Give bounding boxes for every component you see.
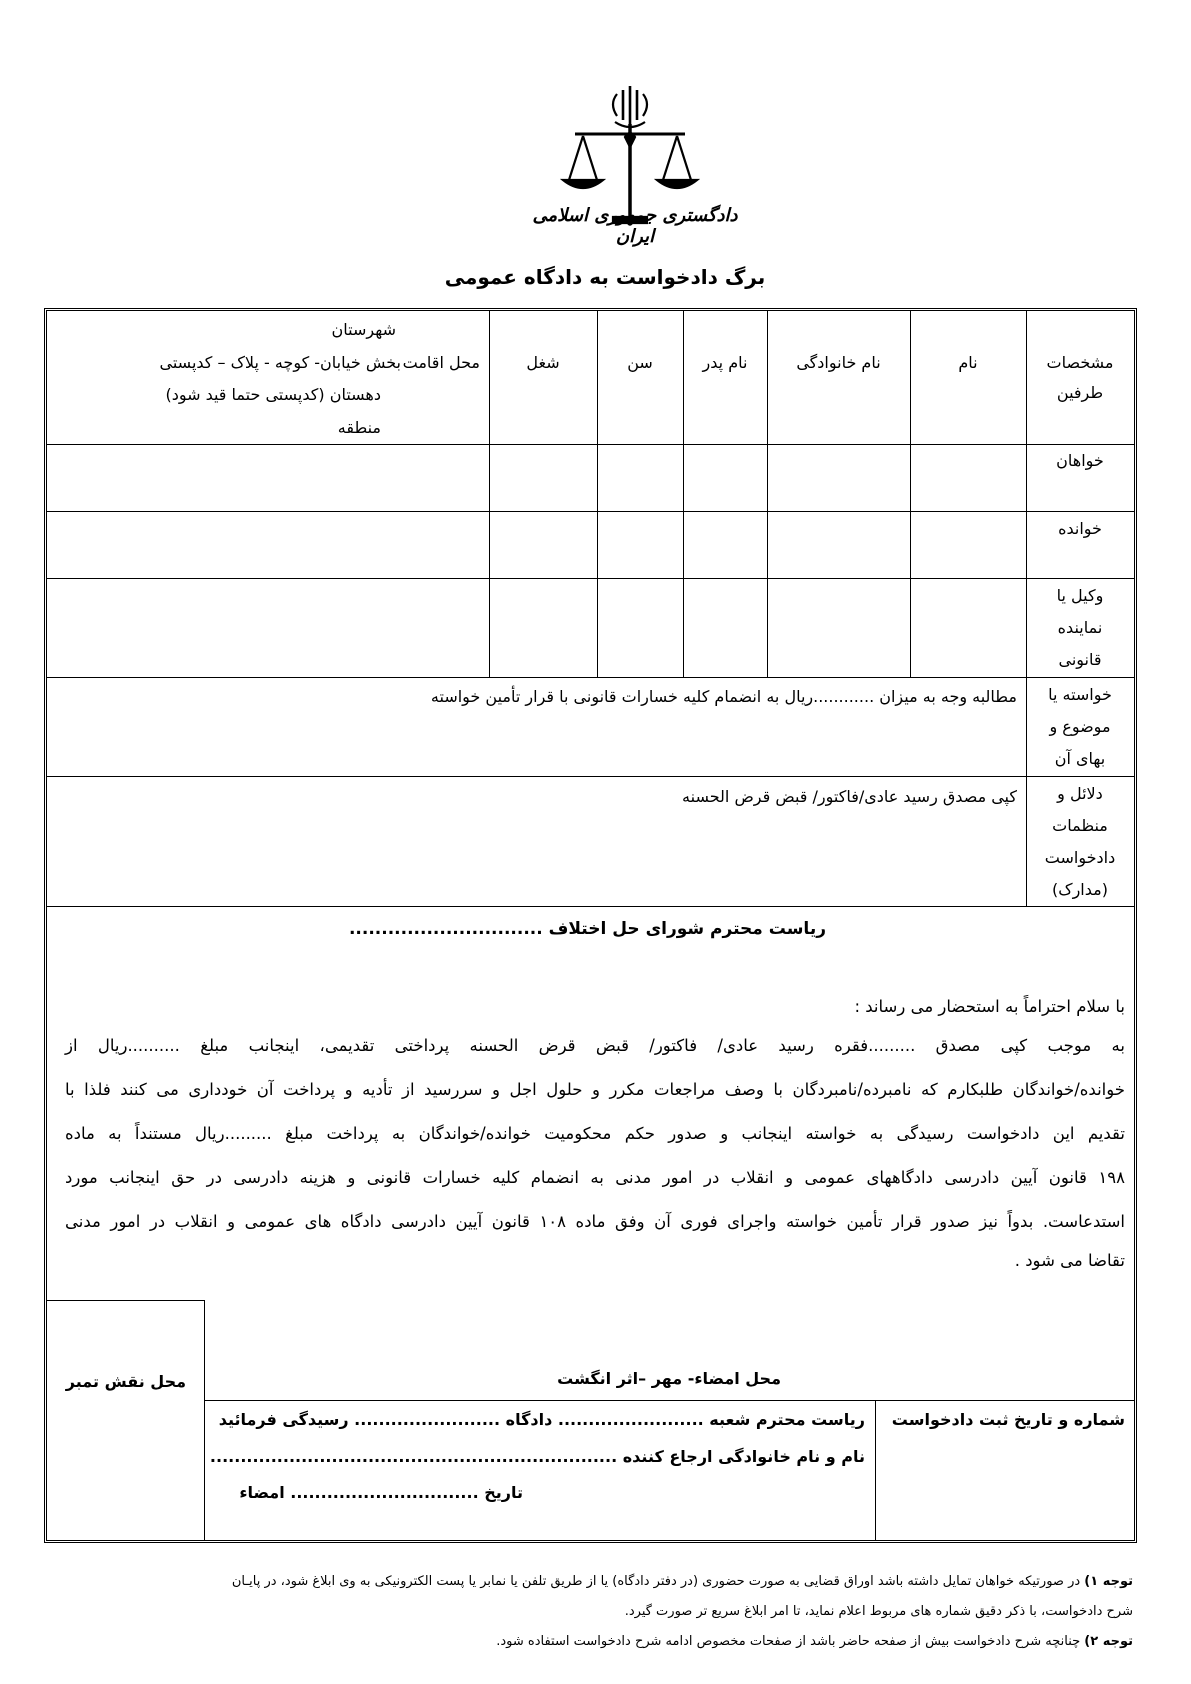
col-age: سن: [627, 353, 653, 372]
row-attorney-line: قانونی: [1058, 650, 1102, 669]
row-evidence-line: دادخواست: [1044, 848, 1116, 867]
letter-closing: تقاضا می شود .: [1014, 1251, 1125, 1270]
header-parties-line: مشخصات: [1046, 353, 1114, 372]
row-plaintiff: خواهان: [1056, 451, 1104, 470]
row-evidence-line: منظمات: [1052, 816, 1108, 835]
letter-addressee: ریاست محترم شورای حل اختلاف ..............................: [348, 919, 826, 939]
stamp-place: محل نقش تمبر: [65, 1372, 186, 1391]
row-claim: [1026, 679, 1134, 775]
note-2: [43, 1628, 1133, 1656]
table-rule: [47, 677, 1134, 678]
row-claim-line: بهای آن: [1054, 749, 1106, 768]
registration-label: شماره و تاریخ ثبت دادخواست: [891, 1410, 1125, 1429]
note-2-label: توجه ۲): [1084, 1634, 1133, 1649]
note-1-cont: شرح دادخواست، با ذکر دقیق شماره های مربوط اعلام نماید، تا امر ابلاغ سریع تر صورت گیرد.: [624, 1604, 1133, 1619]
row-defendant: خوانده: [1058, 519, 1102, 538]
letter-line: تقدیم این دادخواست رسیدگی به خواسته اینجانب و صدور حکم محکومیت خوانده/خواندگان به پرداخت مبلغ .........ریال مستنداً به ماده: [65, 1124, 1125, 1143]
table-rule: [47, 511, 1134, 512]
letter-greeting: با سلام احتراماً به استحضار می رساند :: [854, 997, 1125, 1016]
address-line-street: بخش خیابان- کوچه - پلاک – کدپستی: [159, 353, 401, 372]
referral-line: نام و نام خانوادگی ارجاع کننده ...................................................................: [209, 1447, 865, 1466]
header-parties: [1026, 348, 1134, 408]
signature-place: محل امضاء- مهر –اثر انگشت: [557, 1369, 781, 1388]
col-father: نام پدر: [702, 353, 748, 372]
table-rule: [47, 906, 1134, 907]
col-job: شغل: [526, 353, 560, 372]
letter-line: به موجب کپی مصدق .........فقره رسید عادی/ فاکتور/ قبض قرض الحسنه پرداختی تقدیمی، اینجانب مبلغ ..........ریال از: [65, 1036, 1125, 1055]
table-rule: [47, 578, 1134, 579]
footer-rule: [204, 1400, 1134, 1401]
col-name: نام: [958, 353, 978, 372]
note-2-text: چنانچه شرح دادخواست بیش از صفحه حاضر باشد از صفحات مخصوص ادامه شرح دادخواست استفاده شود.: [496, 1634, 1081, 1649]
form-title: برگ دادخواست به دادگاه عمومی: [444, 265, 766, 289]
row-evidence-line: دلائل و: [1057, 784, 1103, 803]
address-line-region: منطقه: [337, 418, 381, 437]
row-claim-line: خواسته یا: [1048, 685, 1112, 704]
footer-rule: [47, 1300, 204, 1301]
footer-rule: [204, 1300, 205, 1540]
note-1: [43, 1568, 1133, 1596]
address-line-village: دهستان (کدپستی حتما قید شود): [165, 385, 381, 404]
row-claim-line: موضوع و: [1049, 717, 1111, 736]
row-attorney: [1026, 580, 1134, 676]
referral-line: تاریخ ............................... امضاء: [239, 1483, 523, 1502]
col-residence: محل اقامت: [402, 353, 480, 372]
letter-line: استدعاست. بدواً نیز صدور قرار تأمین خواسته واجرای فوری آن وفق ماده ۱۰۸ قانون آیین دادرسی دادگاه های عمومی و انقلاب در امور مدنی: [65, 1212, 1126, 1231]
footer-rule: [875, 1400, 876, 1540]
row-evidence: [1026, 778, 1134, 906]
table-rule: [47, 444, 1134, 445]
row-attorney-line: نماینده: [1057, 618, 1103, 637]
row-evidence-line: (مدارک): [1052, 880, 1108, 899]
evidence-value: کپی مصدق رسید عادی/فاکتور/ قبض قرض الحسنه: [682, 787, 1017, 806]
table-rule: [47, 776, 1134, 777]
col-family: نام خانوادگی: [796, 353, 881, 372]
address-line-city: شهرستان: [331, 320, 396, 339]
org-name: دادگستری جمهوری اسلامی ایران: [532, 205, 738, 247]
letter-line: ۱۹۸ قانون آیین دادرسی دادگاههای عمومی و انقلاب در امور مدنی به انضمام کلیه خسارات قانونی و هزینه دادرسی در حق اینجانب مورد: [65, 1168, 1125, 1187]
referral-line: ریاست محترم شعبه ........................ دادگاه ........................ رسیدگی فرمائید: [218, 1410, 865, 1429]
claim-value: مطالبه وجه به میزان ............ریال به انضمام کلیه خسارات قانونی با قرار تأمین خواسته: [430, 687, 1017, 706]
note-1-text: در صورتیکه خواهان تمایل داشته باشد اوراق قضایی به صورت حضوری (در دفتر دادگاه) یا از طریق تلفن یا نمابر یا پست الکترونیکی به وی ابلاغ شود، در پایـان: [231, 1574, 1081, 1589]
note-1-label: توجه ۱): [1084, 1574, 1133, 1589]
header-parties-line: طرفین: [1056, 383, 1104, 402]
row-attorney-line: وکیل یا: [1056, 586, 1104, 605]
letter-line: خوانده/خواندگان طلبکارم که نامبرده/نامبردگان با وصف مراجعات مکرر و حلول اجل و سررسید از تأدیه و پرداخت آن خودداری می کنند فلذا با: [65, 1080, 1125, 1099]
